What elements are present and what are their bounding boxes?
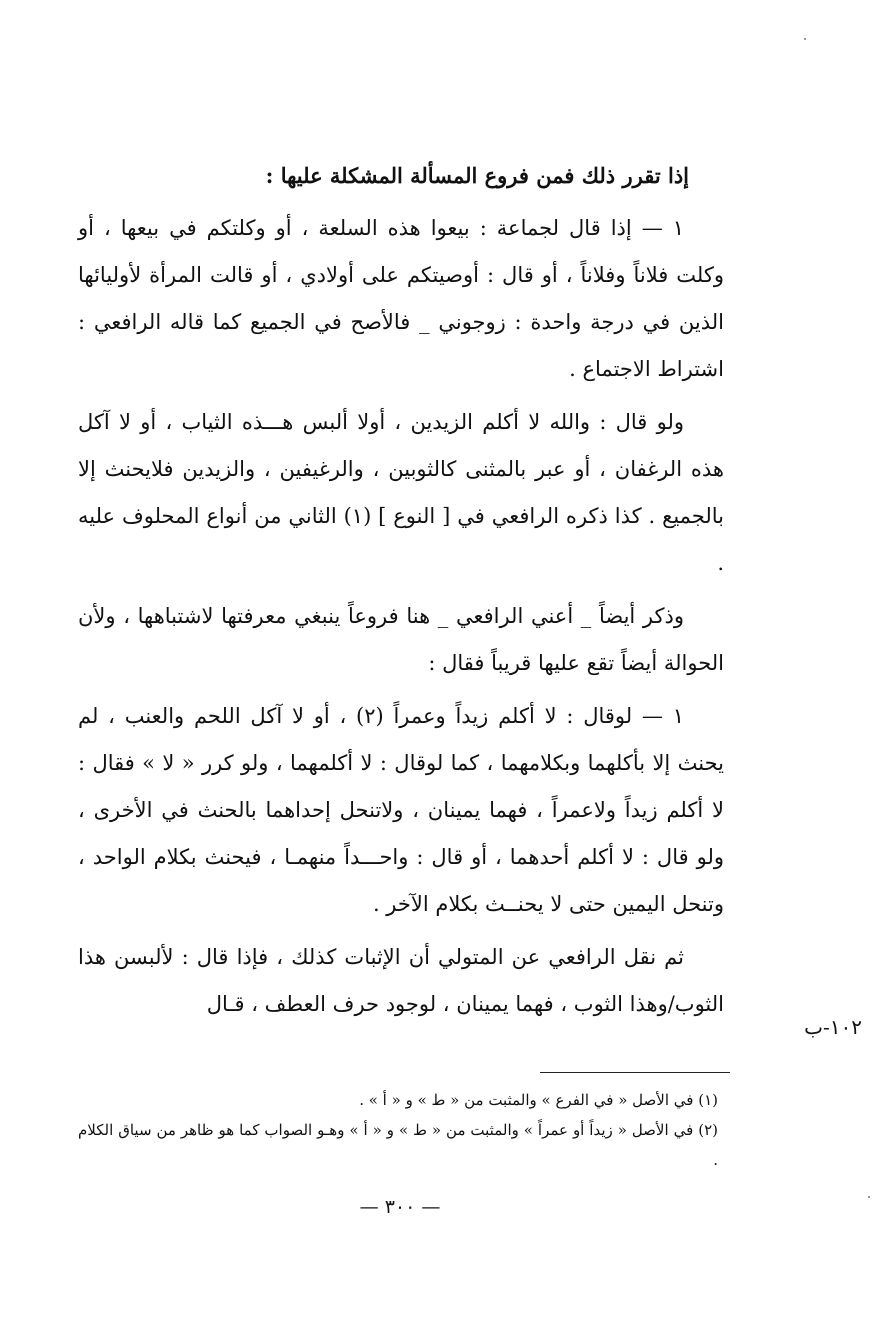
main-text — [78, 152, 724, 1034]
footnote-2: (٢) في الأصل « زيداً أو عمراً » والمثبت من « ط » و « أ » وهـو الصواب كما هو ظاهر من سياق الكلام . — [78, 1121, 718, 1169]
paragraph-1: ١ — إذا قال لجماعة : بيعوا هذه السلعة ، أو وكلتكم في بيعها ، أو وكلت فلاناً وفلاناً ، أو قال : أوصيتكم على أولادي ، أو قالت المرأة لأوليائها الذين في درجة واحدة : زوجوني _ فالأصح في الجميع كما قاله الرافعي : اشتراط الاجتماع . — [78, 216, 724, 381]
scan-speck — [868, 1196, 870, 1198]
footnotes — [78, 1085, 718, 1175]
footnote-1: (١) في الأصل « في الفرع » والمثبت من « ط » و « أ » . — [359, 1091, 718, 1109]
footnote-divider — [540, 1072, 730, 1073]
margin-folio-note: ١٠٢-ب — [804, 1015, 862, 1039]
page-number: — ٣٠٠ — — [359, 1196, 441, 1218]
paragraph-3: وذكر أيضاً _ أعني الرافعي _ هنا فروعاً ينبغي معرفتها لاشتباهها ، ولأن الحوالة أيضاً تقع عليها قريباً فقال : — [78, 604, 724, 675]
section-heading: إذا تقرر ذلك فمن فروع المسألة المشكلة عليها : — [265, 163, 689, 188]
paragraph-2: ولو قال : والله لا أكلم الزيدين ، أولا ألبس هـــذه الثياب ، أو لا آكل هذه الرغفان ، أو عبر بالمثنى كالثوبين ، والرغيفين ، والزيدين فلايحنث إلا بالجميع . كذا ذكره الرافعي في [ النوع ] (١) الثاني من أنواع المحلوف عليه . — [78, 410, 724, 575]
paragraph-5: ثم نقل الرافعي عن المتولي أن الإثبات كذلك ، فإذا قال : لألبسن هذا الثوب/وهذا الثوب ، فهما يمينان ، لوجود حرف العطف ، قـال — [78, 945, 724, 1016]
scan-speck — [804, 38, 806, 40]
paragraph-4: ١ — لوقال : لا أكلم زيداً وعمراً (٢) ، أو لا آكل اللحم والعنب ، لم يحنث إلا بأكلهما وبكلامهما ، كما لوقال : لا أكلمهما ، ولو كرر « لا » فقال : لا أكلم زيداً ولاعمراً ، فهما يمينان ، ولاتنحل إحداهما بالحنث في الأخرى ، ولو قال : لا أكلم أحدهما ، أو قال : واحـــداً منهمـا ، فيحنث بكلام الواحد ، وتنحل اليمين حتى لا يحنــث بكلام الآخر . — [78, 704, 724, 916]
